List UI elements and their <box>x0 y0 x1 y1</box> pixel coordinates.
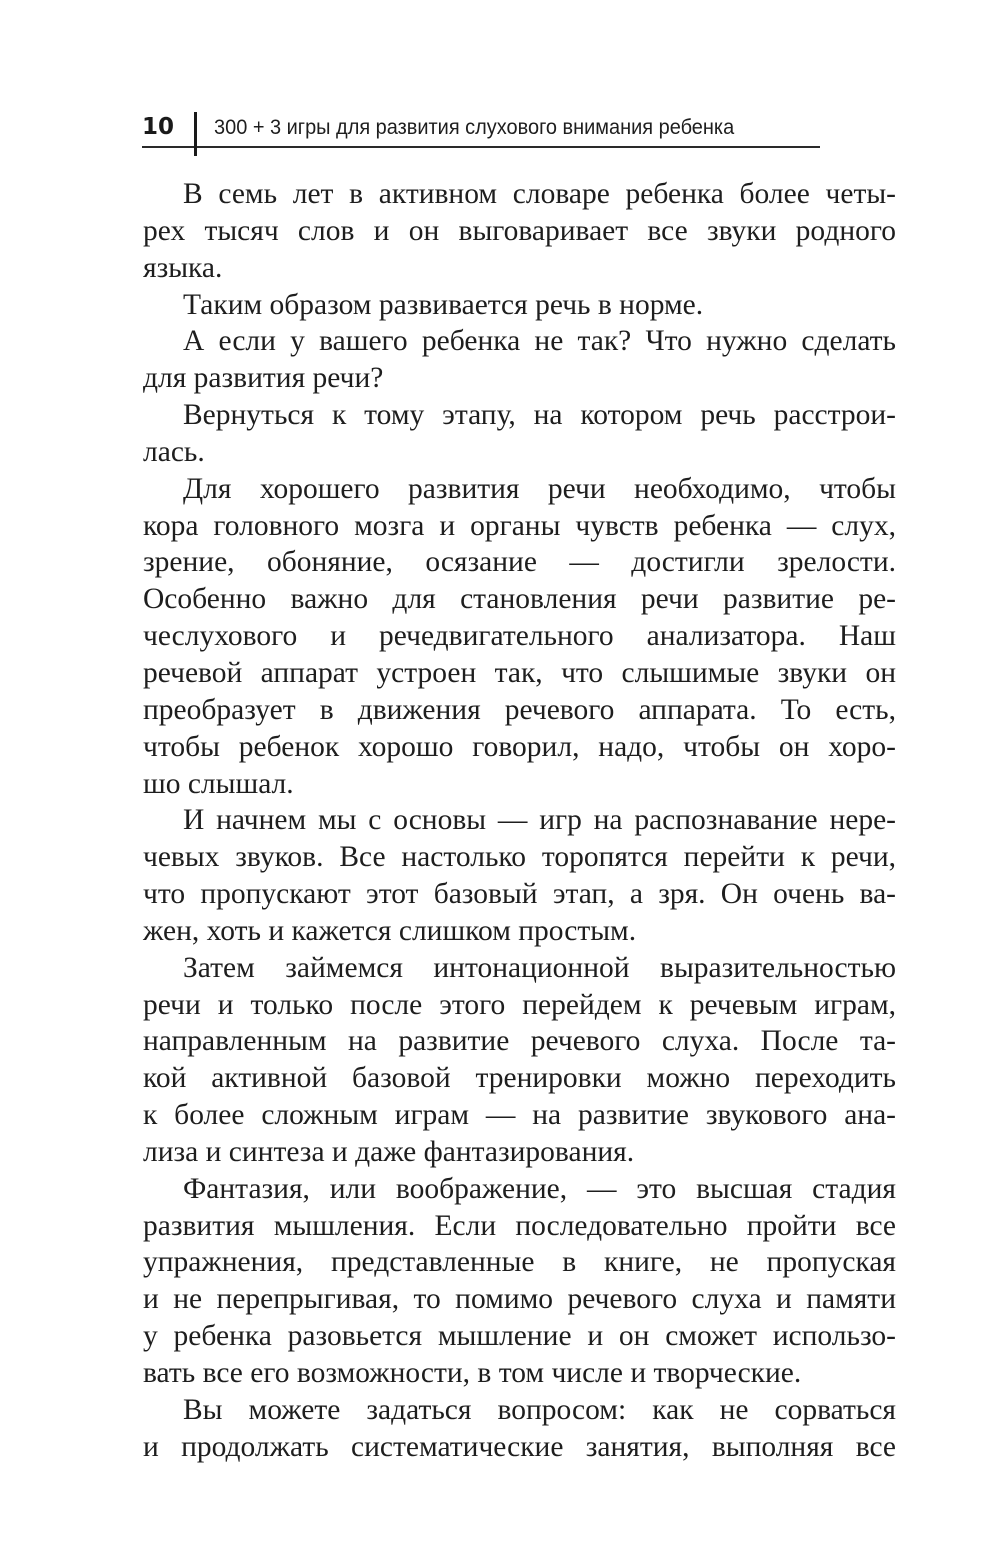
text-line: И начнем мы с основы — игр на распознавание нере- <box>183 804 896 837</box>
text-line: шо слышал. <box>143 767 294 800</box>
text-line: речи и только после этого перейдем к речевым играм, <box>143 988 896 1021</box>
text-line: и не перепрыгивая, то помимо речевого слуха и памяти <box>143 1283 896 1316</box>
text-line: развития мышления. Если последовательно пройти все <box>143 1209 896 1242</box>
text-line: А если у вашего ребенка не так? Что нужно сделать <box>183 325 896 358</box>
text-line: Фантазия, или воображение, — это высшая стадия <box>183 1172 896 1205</box>
text-line: преобразует в движения речевого аппарата. То есть, <box>143 693 896 726</box>
text-line: вать все его возможности, в том числе и творческие. <box>143 1357 802 1389</box>
text-line: Таким образом развивается речь в норме. <box>183 288 704 321</box>
text-line: чевых звуков. Все настолько торопятся перейти к речи, <box>143 841 896 874</box>
text-line: Вы можете задаться вопросом: как не сорваться <box>183 1393 896 1426</box>
text-line: языка. <box>143 251 223 284</box>
paragraph <box>143 1171 896 1392</box>
text-line: жен, хоть и кажется слишком простым. <box>143 914 637 947</box>
text-line: зрение, обоняние, осязание — достигли зрелости. <box>143 546 896 579</box>
text-line: Вернуться к тому этапу, на котором речь расстрои- <box>183 399 896 432</box>
text-line: к более сложным играм — на развитие звукового ана- <box>143 1099 896 1132</box>
text-line: рех тысяч слов и он выговаривает все звуки родного <box>143 214 896 247</box>
running-title: 300 + 3 игры для развития слухового внимания ребенка <box>214 116 735 139</box>
text-line: у ребенка разовьется мышление и он сможет использо- <box>143 1320 896 1353</box>
text-line: направленным на развитие речевого слуха. После та- <box>143 1025 896 1058</box>
running-header <box>142 112 820 148</box>
paragraph <box>143 397 896 471</box>
paragraph <box>143 287 896 324</box>
paragraph <box>143 802 896 949</box>
text-line: В семь лет в активном словаре ребенка более четы- <box>183 178 896 210</box>
paragraph <box>143 950 896 1171</box>
text-line: кой активной базовой тренировки можно переходить <box>143 1062 896 1095</box>
paragraph <box>143 323 896 397</box>
text-line: кора головного мозга и органы чувств ребенка — слух, <box>143 509 896 542</box>
paragraph <box>143 1392 896 1466</box>
paragraph <box>143 176 896 287</box>
text-line: чеслухового и речедвигательного анализатора. Наш <box>143 620 896 653</box>
text-line: Для хорошего развития речи необходимо, чтобы <box>183 472 896 505</box>
text-line: Особенно важно для становления речи развитие ре- <box>143 583 896 616</box>
text-line: для развития речи? <box>143 362 384 395</box>
text-line: Затем займемся интонационной выразительностью <box>183 951 896 984</box>
paragraph <box>143 471 896 803</box>
text-line: речевой аппарат устроен так, что слышимые звуки он <box>143 656 896 689</box>
text-line: лась. <box>143 435 205 468</box>
text-line: и продолжать систематические занятия, выполняя все <box>143 1430 896 1463</box>
text-line: лиза и синтеза и даже фантазирования. <box>143 1135 635 1168</box>
page-number: 10 <box>142 114 175 140</box>
text-line: что пропускают этот базовый этап, а зря. Он очень ва- <box>143 878 896 911</box>
text-line: чтобы ребенок хорошо говорил, надо, чтобы он хоро- <box>143 730 896 763</box>
text-line: упражнения, представленные в книге, не пропуская <box>143 1246 896 1279</box>
header-divider <box>194 112 197 156</box>
page-body <box>143 176 896 1466</box>
